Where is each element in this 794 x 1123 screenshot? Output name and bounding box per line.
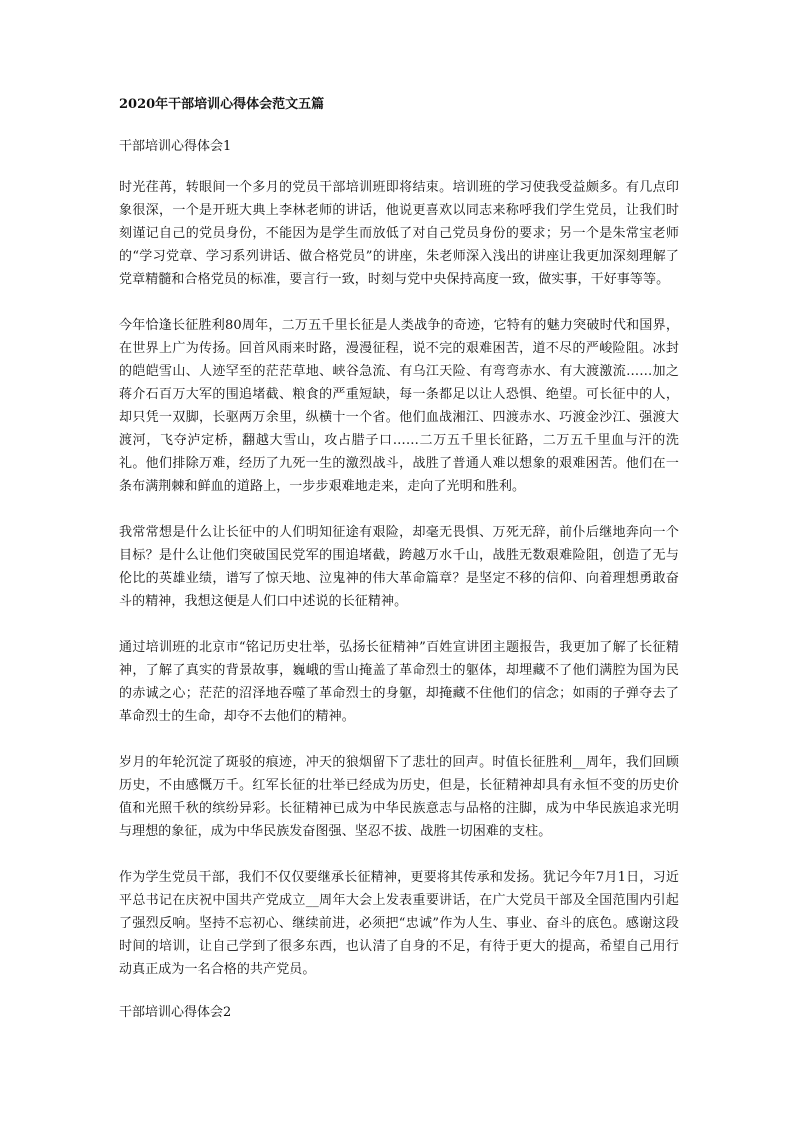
section-heading-2: 干部培训心得体会2 — [119, 1005, 232, 1020]
paragraph-2: 今年恰逢长征胜利80周年，二万五千里长征是人类战争的奇迹，它特有的魅力突破时代和国界，在世界上广为传扬。回首风雨来时路，漫漫征程，说不完的艰难困苦，道不尽的严峻险阻。冰封的皑皑雪山、人迹罕至的茫茫草地、峡谷急流、有乌江天险、有弯弯赤水、有大渡激流……加之蒋介石百万大军的围追堵截、粮食的严重短缺，每一条都足以让人恐惧、绝望。可长征中的人，却只凭一双脚，长驱两万余里，纵横十一个省。他们血战湘江、四渡赤水、巧渡金沙江、强渡大渡河，飞夺泸定桥，翻越大雪山，攻占腊子口……二万五千里长征路，二万五千里血与汗的洗礼。他们排除万难，经历了九死一生的激烈战斗，战胜了普通人难以想象的艰难困苦。他们在一条布满荆棘和鲜血的道路上，一步步艰难地走来，走向了光明和胜利。 — [119, 318, 679, 494]
paragraph-5: 岁月的年轮沉淀了斑驳的痕迹，冲天的狼烟留下了悲壮的回声。时值长征胜利__周年，我们回顾历史，不由感慨万千。红军长征的壮举已经成为历史，但是，长征精神却具有永恒不变的历史价值和光照千秋的缤纷异彩。长征精神已成为中华民族意志与品格的注脚，成为中华民族追求光明与理想的象征，成为中华民族发奋图强、坚忍不拔、战胜一切困难的支柱。 — [119, 755, 679, 839]
section-heading-1: 干部培训心得体会1 — [119, 139, 232, 154]
paragraph-1: 时光荏苒，转眼间一个多月的党员干部培训班即将结束。培训班的学习使我受益颇多。有几点印象很深，一个是开班大典上李林老师的讲话，他说更喜欢以同志来称呼我们学生党员，让我们时刻谨记自己的党员身份，不能因为是学生而放低了对自己党员身份的要求；另一个是朱常宝老师的“学习党章、学习系列讲话、做合格党员”的讲座，朱老师深入浅出的讲座让我更加深刻理解了党章精髓和合格党员的标准，要言行一致，时刻与党中央保持高度一致，做实事，干好事等等。 — [119, 180, 679, 287]
paragraph-6: 作为学生党员干部，我们不仅仅要继承长征精神，更要将其传承和发扬。犹记今年7月1日，习近平总书记在庆祝中国共产党成立__周年大会上发表重要讲话，在广大党员干部及全国范围内引起了强烈反响。坚持不忘初心、继续前进，必须把“忠诚”作为人生、事业、奋斗的底色。感谢这段时间的培训，让自己学到了很多东西，也认清了自身的不足，有待于更大的提高，希望自己用行动真正成为一名合格的共产党员。 — [119, 870, 679, 977]
paragraph-3: 我常常想是什么让长征中的人们明知征途有艰险，却毫无畏惧、万死无辞，前仆后继地奔向一个目标？是什么让他们突破国民党军的围追堵截，跨越万水千山，战胜无数艰难险阻，创造了无与伦比的英雄业绩，谱写了惊天地、泣鬼神的伟大革命篇章？是坚定不移的信仰、向着理想勇敢奋斗的精神，我想这便是人们口中述说的长征精神。 — [119, 525, 679, 609]
document-page — [119, 96, 679, 1042]
document-title: 2020年干部培训心得体会范文五篇 — [119, 97, 325, 112]
paragraph-4: 通过培训班的北京市“铭记历史壮举，弘扬长征精神”百姓宣讲团主题报告，我更加了解了长征精神，了解了真实的背景故事，巍峨的雪山掩盖了革命烈士的躯体，却埋藏不了他们满腔为国为民的赤诚之心；茫茫的沼泽地吞噬了革命烈士的身躯，却掩藏不住他们的信念；如雨的子弹夺去了革命烈士的生命，却夺不去他们的精神。 — [119, 640, 679, 724]
